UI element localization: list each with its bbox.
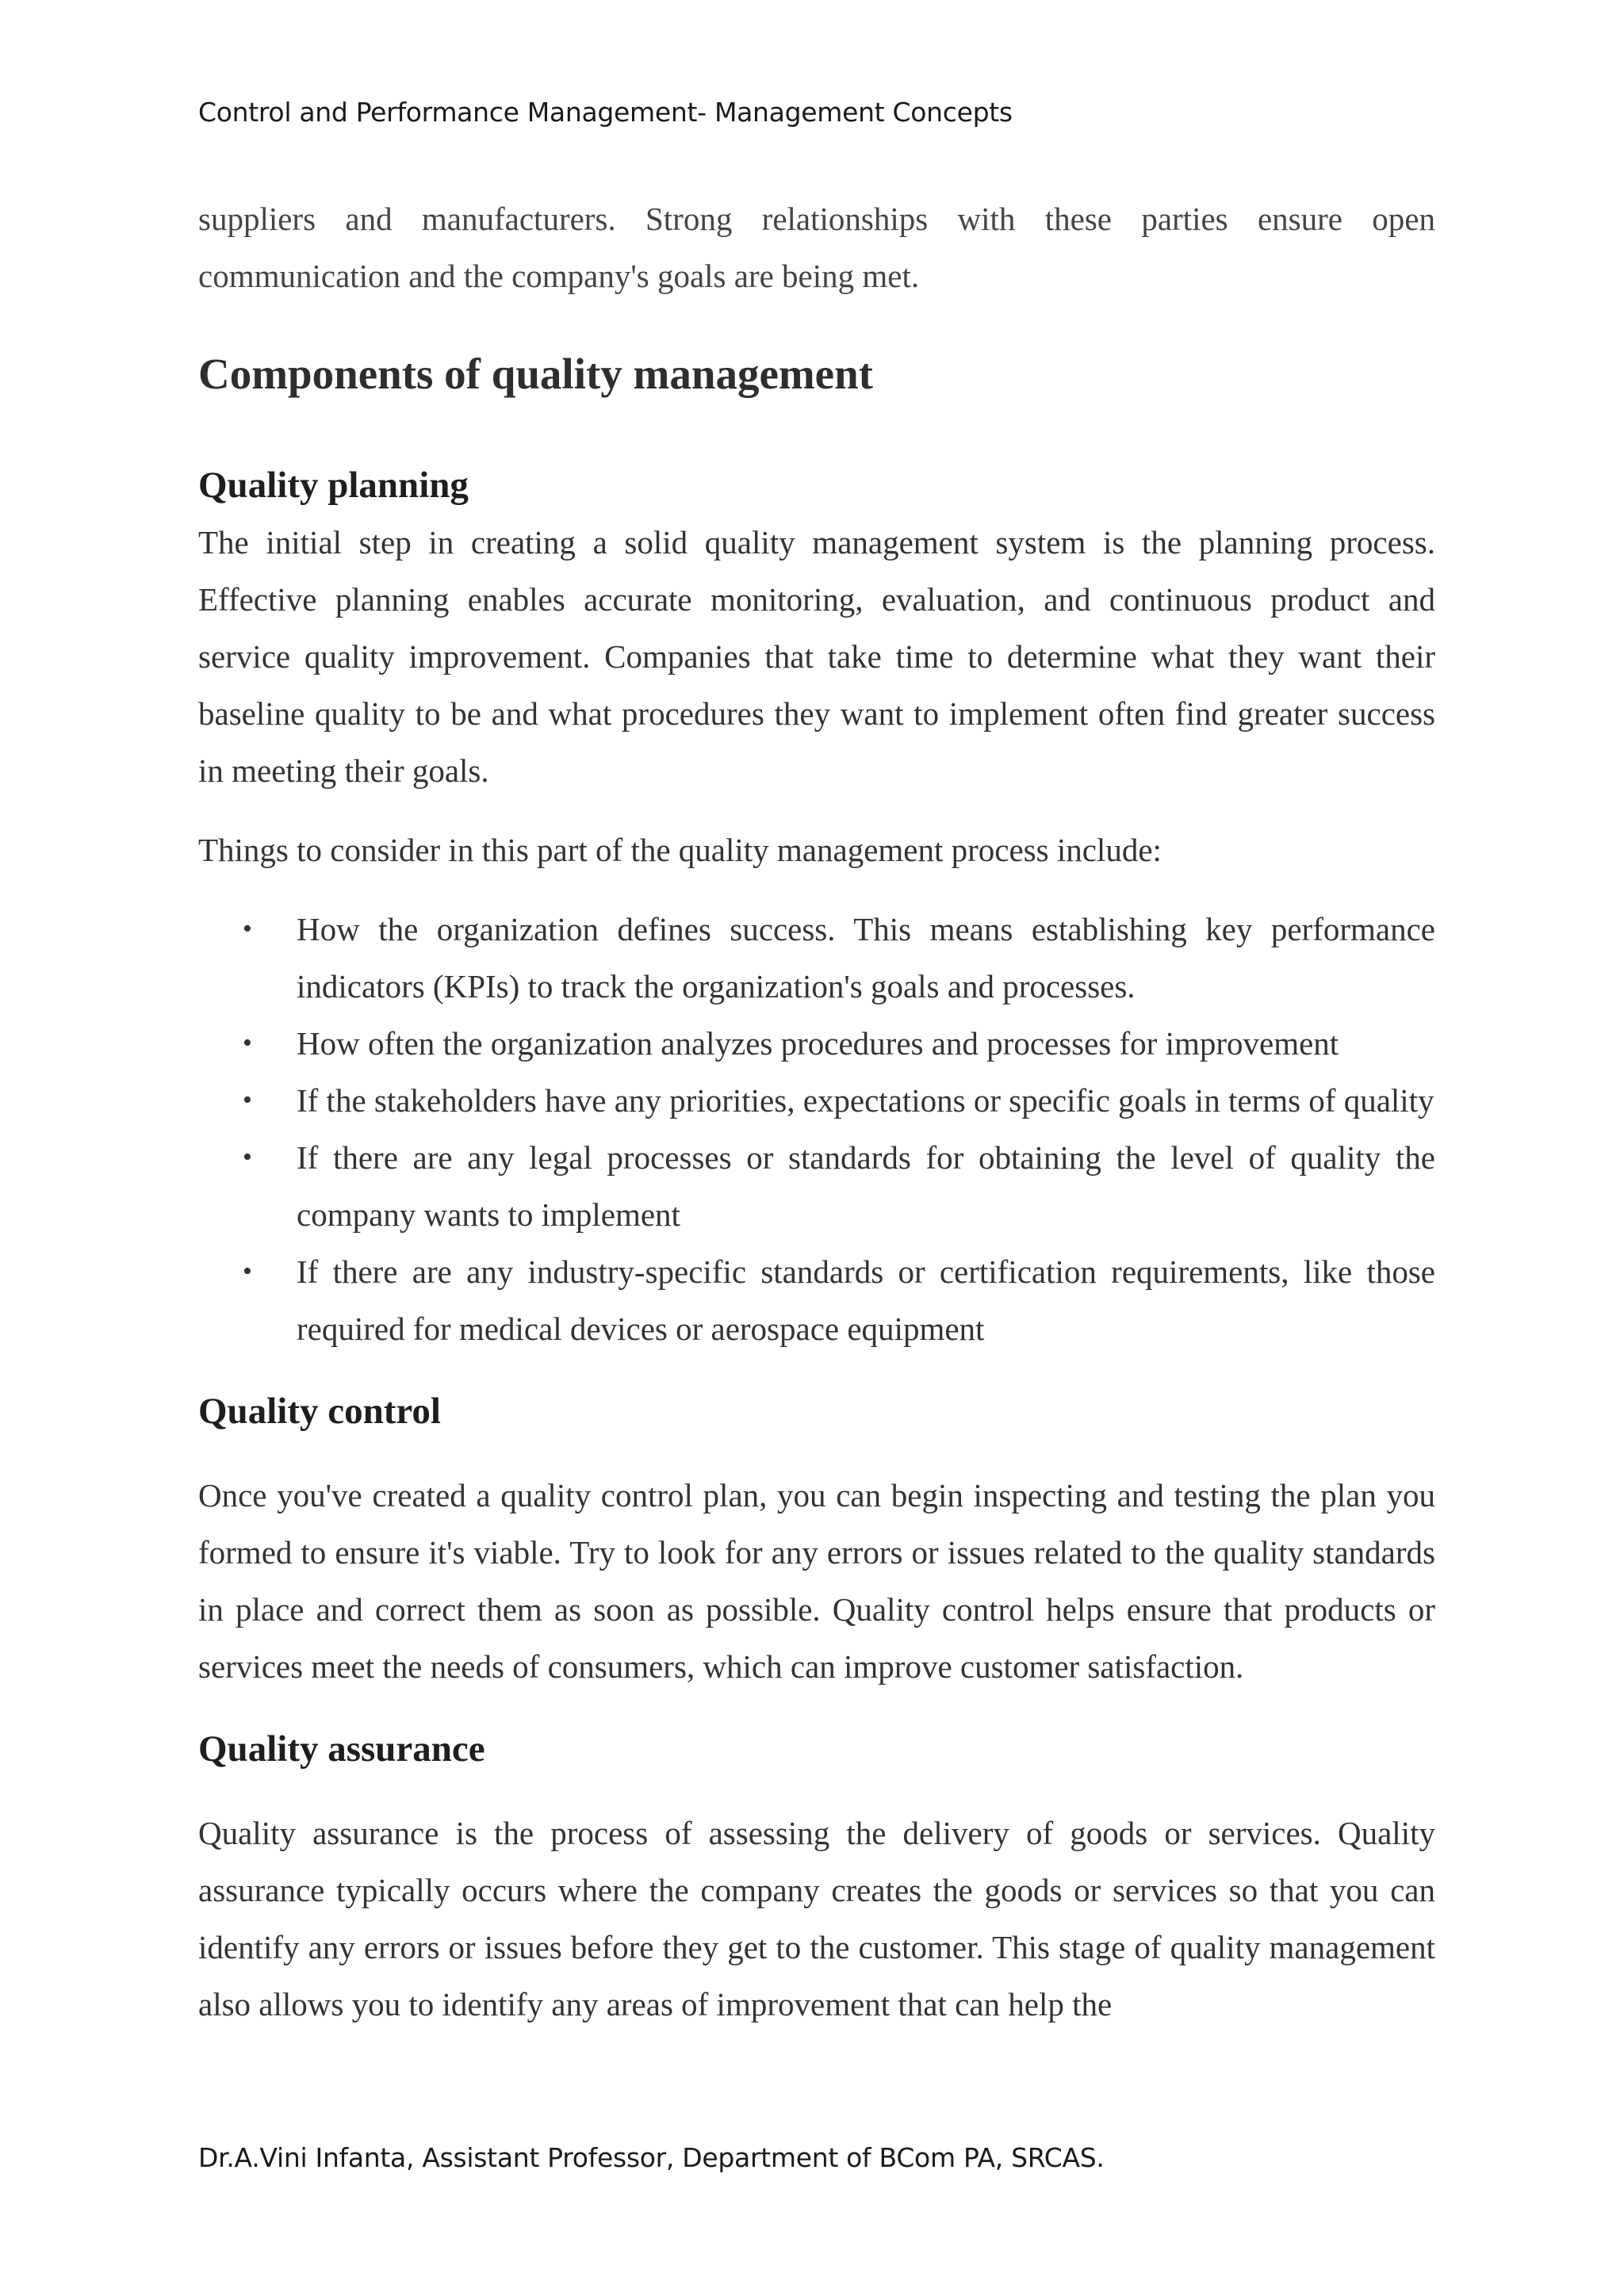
list-item (198, 1243, 1435, 1357)
planning-paragraph: The initial step in creating a solid quality management system is the planning process. Effective planning enables accurate monitoring, evaluation, and continuous product and service quality improvement. Companies that take time to determine what they want their baseline quality to be and what procedures they want to implement often find greater success in meeting their goals. (198, 524, 1435, 789)
list-item-text: How often the organization analyzes procedures and processes for improvement (297, 1025, 1339, 1062)
intro-paragraph: suppliers and manufacturers. Strong relationships with these parties ensure open communication and the company's goals are being met. (198, 201, 1435, 294)
page-content (198, 190, 1435, 2033)
list-item-text: If the stakeholders have any priorities, expectations or specific goals in terms of quality (297, 1082, 1434, 1119)
bullet-icon: • (243, 914, 252, 943)
bullet-icon: • (243, 1028, 252, 1058)
bullet-icon: • (243, 1257, 252, 1286)
bullet-icon: • (243, 1085, 252, 1115)
list-item (198, 1072, 1435, 1129)
heading-quality-planning: Quality planning (198, 465, 469, 506)
list-item-text: If there are any legal processes or standards for obtaining the level of quality the company wants to implement (297, 1139, 1435, 1233)
list-item (198, 1015, 1435, 1072)
page-footer: Dr.A.Vini Infanta, Assistant Professor, Department of BCom PA, SRCAS. (198, 2142, 1105, 2173)
planning-considerations-list (198, 901, 1435, 1357)
list-item-text: How the organization defines success. This means establishing key performance indicators (KPIs) to track the organization's goals and processes. (297, 911, 1435, 1004)
control-paragraph: Once you've created a quality control plan, you can begin inspecting and testing the plan you formed to ensure it's viable. Try to look for any errors or issues related to the quality standards in place and correct them as soon as possible. Quality control helps ensure that products or services meet the needs of consumers, which can improve customer satisfaction. (198, 1477, 1435, 1685)
heading-quality-control: Quality control (198, 1391, 441, 1432)
list-item (198, 1129, 1435, 1243)
heading-quality-assurance: Quality assurance (198, 1728, 485, 1770)
planning-list-intro: Things to consider in this part of the quality management process include: (198, 832, 1162, 868)
bullet-icon: • (243, 1142, 252, 1172)
list-item-text: If there are any industry-specific standards or certification requirements, like those required for medical devices or aerospace equipment (297, 1253, 1435, 1347)
list-item (198, 901, 1435, 1015)
page-header: Control and Performance Management- Management Concepts (198, 97, 1013, 128)
section-title: Components of quality management (198, 350, 873, 398)
assurance-paragraph: Quality assurance is the process of assessing the delivery of goods or services. Quality assurance typically occurs where the company creates the goods or services so that you can identify any errors or issues before they get to the customer. This stage of quality management also allows you to identify any areas of improvement that can help the (198, 1815, 1435, 2022)
